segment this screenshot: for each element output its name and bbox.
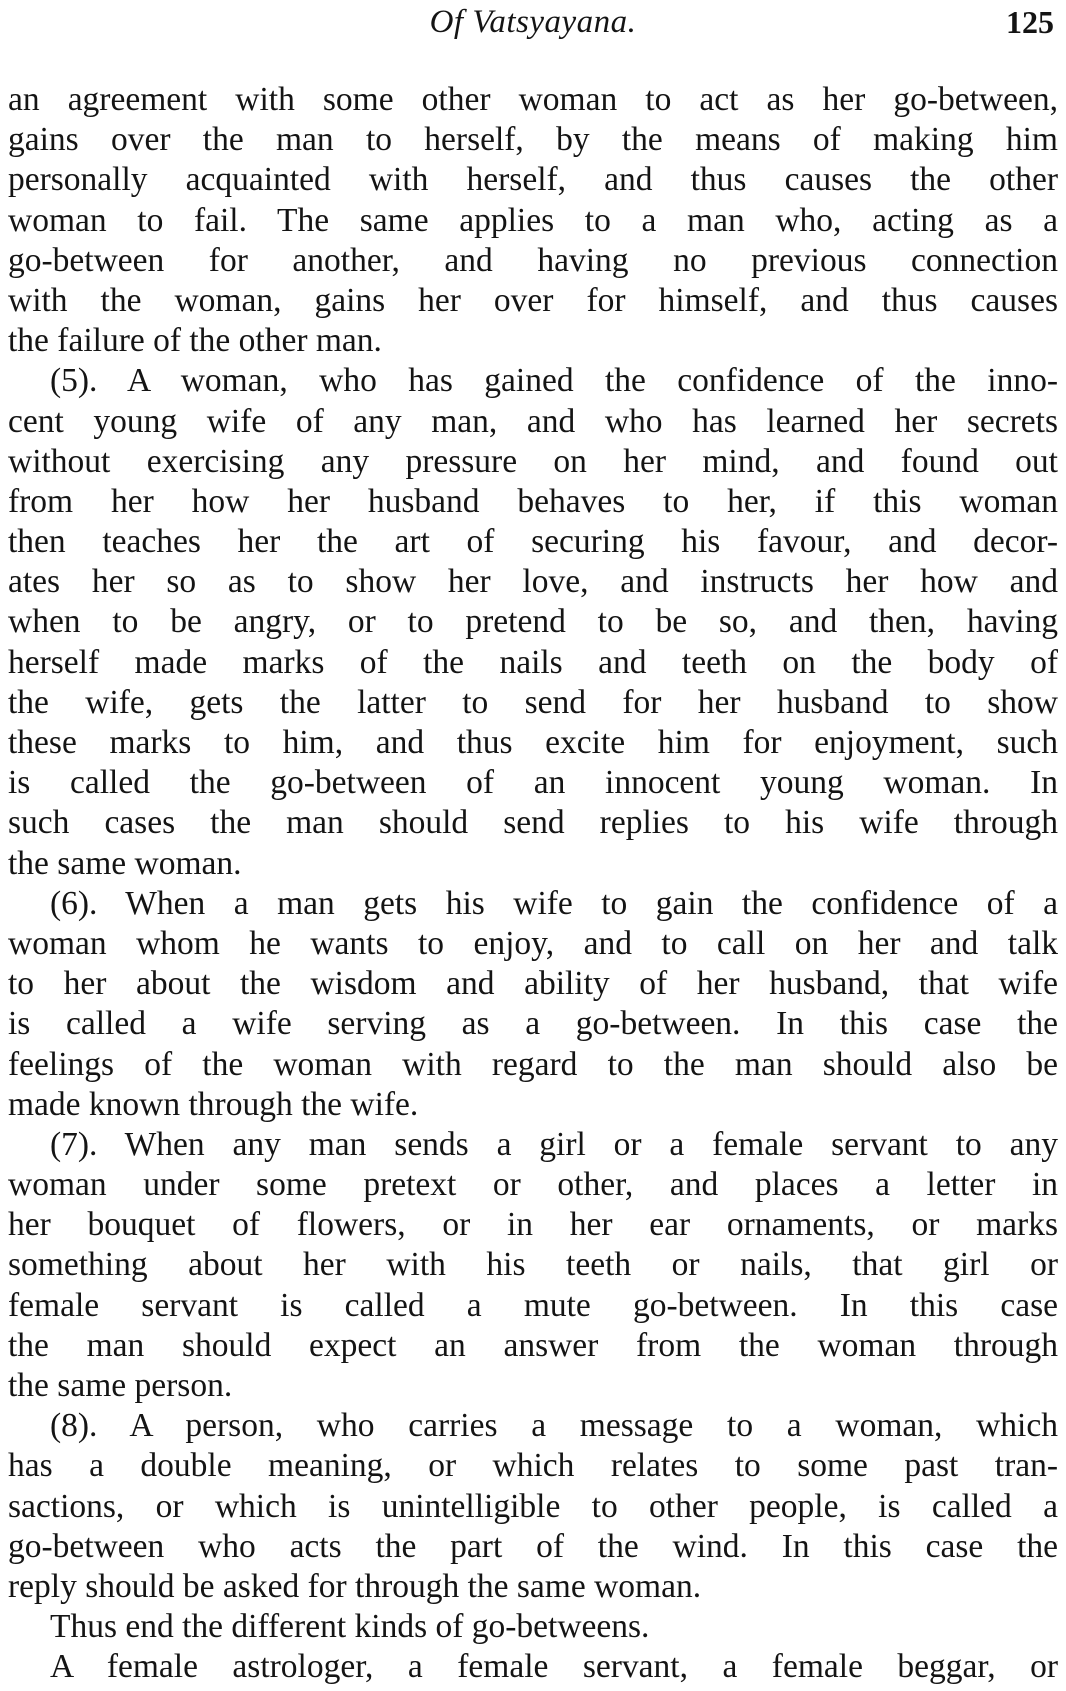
text-line: cent young wife of any man, and who has learned her secrets xyxy=(8,402,1058,440)
text-line: ates her so as to show her love, and instructs her how and xyxy=(8,563,1058,601)
book-page xyxy=(8,0,1058,1688)
text-line: such cases the man should send replies to his wife through xyxy=(8,804,1058,842)
text-line: the same woman. xyxy=(8,844,242,882)
text-line: when to be angry, or to pretend to be so, and then, having xyxy=(8,603,1058,641)
text-line: reply should be asked for through the same woman. xyxy=(8,1567,702,1605)
text-line: from her how her husband behaves to her, if this woman xyxy=(8,482,1058,520)
text-line: personally acquainted with herself, and thus causes the other xyxy=(8,161,1058,199)
text-line: (8). A person, who carries a message to a woman, which xyxy=(50,1407,1058,1445)
text-line: the same person. xyxy=(8,1367,233,1404)
text-line: the man should expect an answer from the woman through xyxy=(8,1326,1058,1364)
text-line: has a double meaning, or which relates to some past tran- xyxy=(8,1447,1058,1485)
text-line: female servant is called a mute go-between. In this case xyxy=(8,1286,1058,1324)
text-line: these marks to him, and thus excite him for enjoyment, such xyxy=(8,724,1058,761)
text-line: without exercising any pressure on her mind, and found out xyxy=(8,442,1058,480)
text-line: (5). A woman, who has gained the confidence of the inno- xyxy=(50,362,1058,400)
text-line: go-between who acts the part of the wind. In this case the xyxy=(8,1527,1058,1565)
text-line: woman whom he wants to enjoy, and to call on her and talk xyxy=(8,924,1058,962)
text-line: sactions, or which is unintelligible to other people, is called a xyxy=(8,1487,1058,1525)
text-line: with the woman, gains her over for himself, and thus causes xyxy=(8,281,1058,319)
text-line: something about her with his teeth or nails, that girl or xyxy=(8,1246,1058,1284)
text-line: feelings of the woman with regard to the man should also be xyxy=(8,1045,1058,1083)
body-text xyxy=(8,80,1058,1688)
text-line: an agreement with some other woman to act as her go-between, xyxy=(8,81,1058,118)
text-line: (7). When any man sends a girl or a female servant to any xyxy=(50,1125,1058,1163)
text-line: the wife, gets the latter to send for her husband to show xyxy=(8,683,1058,721)
text-line: woman under some pretext or other, and places a letter in xyxy=(8,1166,1058,1204)
text-line: woman to fail. The same applies to a man who, acting as a xyxy=(8,201,1058,239)
text-line: to her about the wisdom and ability of her husband, that wife xyxy=(8,965,1058,1003)
text-line: is called a wife serving as a go-between. In this case the xyxy=(8,1005,1058,1043)
page-number: 125 xyxy=(1006,4,1054,40)
text-line: go-between for another, and having no previous connection xyxy=(8,241,1058,279)
text-line: made known through the wife. xyxy=(8,1085,419,1123)
running-head xyxy=(8,0,1058,44)
text-line: then teaches her the art of securing his favour, and decor- xyxy=(8,523,1058,561)
text-line: the failure of the other man. xyxy=(8,322,382,360)
text-line: A female astrologer, a female servant, a female beggar, or xyxy=(50,1648,1058,1686)
running-title: Of Vatsyayana. xyxy=(429,4,637,40)
text-line: gains over the man to herself, by the means of making him xyxy=(8,121,1058,159)
text-line: is called the go-between of an innocent young woman. In xyxy=(8,764,1058,802)
text-line: (6). When a man gets his wife to gain the confidence of a xyxy=(50,884,1058,922)
text-line: Thus end the different kinds of go-betweens. xyxy=(50,1608,650,1646)
text-line: herself made marks of the nails and teeth on the body of xyxy=(8,643,1058,681)
text-line: her bouquet of flowers, or in her ear ornaments, or marks xyxy=(8,1206,1058,1244)
